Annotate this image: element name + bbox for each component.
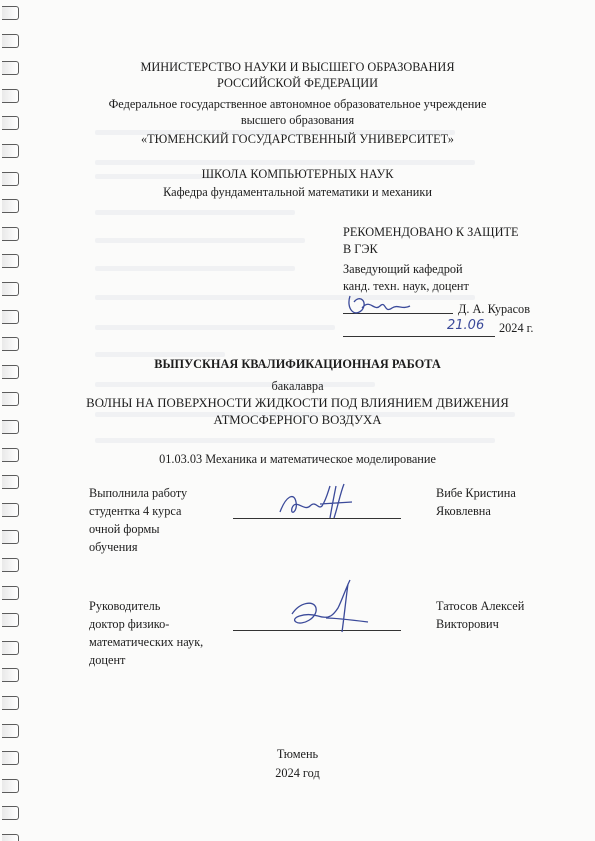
binding-ring bbox=[2, 282, 19, 296]
binding-ring bbox=[2, 530, 19, 544]
thesis-title-line-1: ВОЛНЫ НА ПОВЕРХНОСТИ ЖИДКОСТИ ПОД ВЛИЯНИЕМ ДВИЖЕНИЯ bbox=[86, 396, 509, 410]
author-role-line-4: обучения bbox=[89, 540, 138, 554]
binding-ring bbox=[2, 558, 19, 572]
binding-ring bbox=[2, 779, 19, 793]
binding-ring bbox=[2, 806, 19, 820]
binding-ring bbox=[2, 34, 19, 48]
approval-line-1: РЕКОМЕНДОВАНО К ЗАЩИТЕ bbox=[343, 225, 519, 239]
date-line bbox=[343, 336, 495, 337]
specialty: 01.03.03 Механика и математическое моделирование bbox=[159, 452, 436, 466]
ministry-line-2: РОССИЙСКОЙ ФЕДЕРАЦИИ bbox=[216, 76, 379, 90]
approval-line-2: В ГЭК bbox=[343, 242, 378, 256]
institution-line-1: Федеральное государственное автономное образовательное учреждение bbox=[108, 97, 487, 111]
supervisor-role-line-1: Руководитель bbox=[89, 599, 161, 613]
supervisor-role-line-4: доцент bbox=[89, 653, 126, 667]
binding-ring bbox=[2, 668, 19, 682]
binding-ring bbox=[2, 613, 19, 627]
supervisor-name-line-2: Викторович bbox=[436, 617, 499, 631]
binding-ring bbox=[2, 310, 19, 324]
binding-ring bbox=[2, 199, 19, 213]
supervisor-role-line-3: математических наук, bbox=[89, 635, 204, 649]
thesis-title-line-2: АТМОСФЕРНОГО ВОЗДУХА bbox=[213, 413, 382, 427]
author-role-line-1: Выполнила работу bbox=[89, 486, 188, 500]
author-name-line-1: Вибе Кристина bbox=[436, 486, 516, 500]
binding-ring bbox=[2, 586, 19, 600]
binding-ring bbox=[2, 641, 19, 655]
handwritten-date: 21.06 bbox=[447, 318, 485, 333]
author-role-line-3: очной формы bbox=[89, 522, 160, 536]
work-level: бакалавра bbox=[271, 379, 324, 393]
binding-ring bbox=[2, 696, 19, 710]
city: Тюмень bbox=[276, 747, 319, 761]
head-name: Д. А. Курасов bbox=[458, 302, 531, 316]
approval-line-4: канд. техн. наук, доцент bbox=[343, 279, 469, 293]
work-type: ВЫПУСКНАЯ КВАЛИФИКАЦИОННАЯ РАБОТА bbox=[154, 357, 441, 371]
head-signature bbox=[340, 288, 420, 322]
department-name: Кафедра фундаментальной математики и механики bbox=[163, 185, 432, 199]
binding-ring bbox=[2, 503, 19, 517]
university-name: «ТЮМЕНСКИЙ ГОСУДАРСТВЕННЫЙ УНИВЕРСИТЕТ» bbox=[141, 132, 454, 146]
school-name: ШКОЛА КОМПЬЮТЕРНЫХ НАУК bbox=[201, 167, 394, 181]
approval-year: 2024 г. bbox=[499, 321, 534, 335]
binding-ring bbox=[2, 254, 19, 268]
binding-ring bbox=[2, 834, 19, 841]
approval-line-3: Заведующий кафедрой bbox=[343, 262, 463, 276]
institution-line-2: высшего образования bbox=[240, 113, 355, 127]
binding-ring bbox=[2, 475, 19, 489]
author-role-line-2: студентка 4 курса bbox=[89, 504, 182, 518]
supervisor-name-line-1: Татосов Алексей bbox=[436, 599, 525, 613]
author-signature bbox=[272, 482, 362, 522]
supervisor-role-line-2: доктор физико- bbox=[89, 617, 170, 631]
binding-ring bbox=[2, 724, 19, 738]
document-year: 2024 год bbox=[275, 766, 320, 780]
supervisor-signature bbox=[282, 578, 382, 638]
author-name-line-2: Яковлевна bbox=[436, 504, 491, 518]
binding-ring bbox=[2, 6, 19, 20]
binding-ring bbox=[2, 337, 19, 351]
binding-ring bbox=[2, 227, 19, 241]
ministry-line-1: МИНИСТЕРСТВО НАУКИ И ВЫСШЕГО ОБРАЗОВАНИЯ bbox=[140, 60, 455, 74]
